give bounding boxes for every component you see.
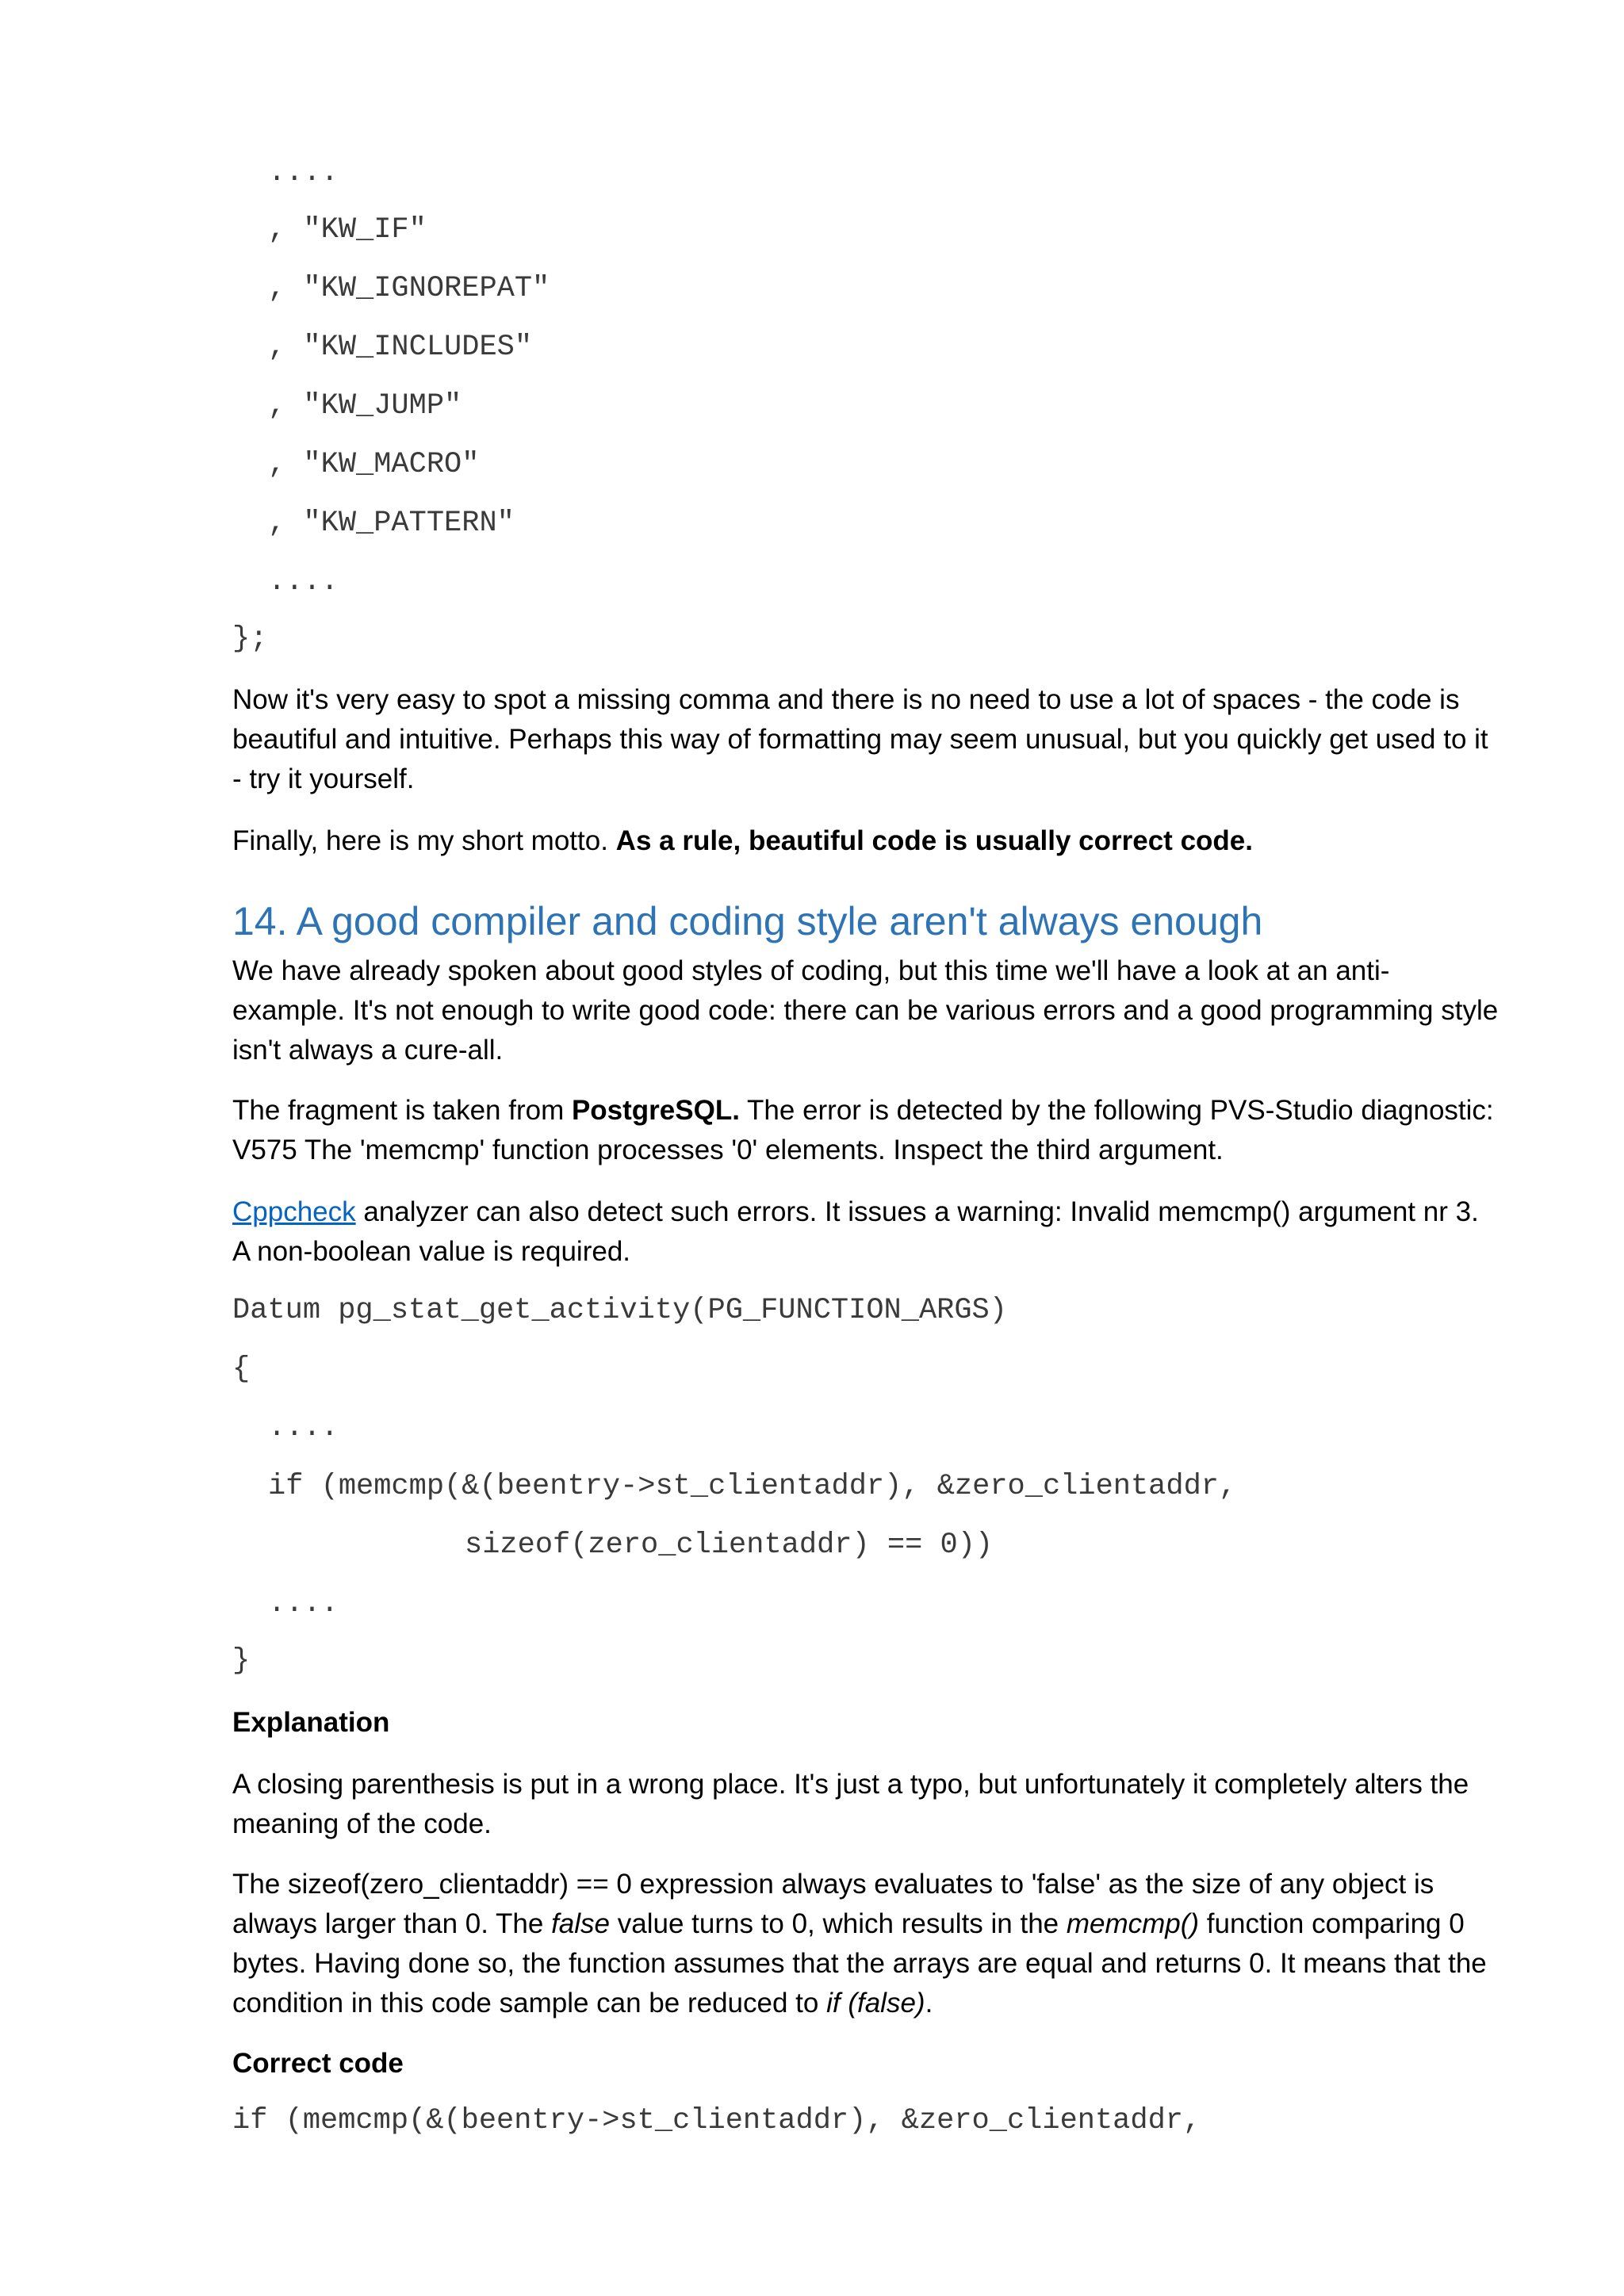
cppcheck-text: analyzer can also detect such errors. It issues a warning: Invalid memcmp() argument nr 3. A non-boolean value is required. (232, 1196, 1479, 1267)
code-line: .... (268, 156, 339, 189)
code-line: , "KW_JUMP" (268, 389, 462, 423)
motto-bold: As a rule, beautiful code is usually correct code. (615, 825, 1253, 856)
code-line: sizeof(zero_clientaddr) == 0)) (465, 1529, 994, 1562)
sizeof-text: value turns to 0, which results in the (610, 1908, 1067, 1939)
code-line: , "KW_IGNOREPAT" (268, 272, 550, 305)
paragraph-fragment (232, 1091, 1501, 1170)
paragraph-formatting: Now it's very easy to spot a missing comma and there is no need to use a lot of spaces - the code is beautiful and intuitive. Perhaps this way of formatting may seem unusual, but you quickly get used to it - try it yourself. (232, 684, 1488, 794)
fragment-text: The fragment is taken from (232, 1095, 572, 1126)
paragraph-anti-example: We have already spoken about good styles of coding, but this time we'll have a look at an anti-example. It's not enough to write good code: there can be various errors and a good programming style isn't always a cure-all. (232, 955, 1499, 1066)
section-heading: 14. A good compiler and coding style aren't always enough (232, 899, 1263, 943)
code-line: } (232, 1644, 251, 1678)
code-line: .... (268, 1587, 339, 1621)
sizeof-text: The sizeof(zero_clientaddr) == 0 expression always evaluates to 'false' as the size of any object is always larger than 0. The (232, 1869, 1434, 1939)
code-line: , "KW_IF" (268, 213, 427, 247)
fragment-diagnostic: The error is detected by the following PVS-Studio diagnostic: V575 The 'memcmp' function processes '0' elements. Inspect the third argument. (232, 1095, 1494, 1165)
explanation-heading: Explanation (232, 1707, 390, 1738)
code-line: , "KW_INCLUDES" (268, 331, 533, 364)
cppcheck-link[interactable]: Cppcheck (232, 1196, 356, 1227)
paragraph-motto (232, 821, 1501, 861)
sizeof-italic-memcmp: memcmp() (1066, 1908, 1200, 1939)
paragraph-sizeof (232, 1865, 1501, 2023)
code-line: .... (268, 1411, 339, 1445)
paragraph-parenthesis: A closing parenthesis is put in a wrong place. It's just a typo, but unfortunately it completely alters the meaning of the code. (232, 1769, 1469, 1839)
code-line: Datum pg_stat_get_activity(PG_FUNCTION_ARGS) (232, 1294, 1007, 1327)
paragraph-cppcheck (232, 1192, 1501, 1272)
code-line: if (memcmp(&(beentry->st_clientaddr), &zero_clientaddr, (232, 2104, 1201, 2137)
correct-code-heading: Correct code (232, 2048, 404, 2079)
code-line: .... (268, 565, 339, 599)
sizeof-text: function comparing 0 bytes. Having done so, the function assumes that the arrays are equal and returns 0. It means that the condition in this code sample can be reduced to (232, 1908, 1487, 2019)
code-line: { (232, 1353, 251, 1386)
code-line: }; (232, 622, 268, 656)
motto-text: Finally, here is my short motto. (232, 825, 616, 856)
code-line: , "KW_MACRO" (268, 448, 480, 481)
sizeof-text: . (925, 1988, 933, 2019)
sizeof-italic-false: false (551, 1908, 611, 1939)
fragment-project: PostgreSQL. (571, 1095, 740, 1126)
code-line: if (memcmp(&(beentry->st_clientaddr), &zero_clientaddr, (268, 1470, 1237, 1503)
sizeof-italic-if-false: if (false) (826, 1988, 925, 2019)
code-line: , "KW_PATTERN" (268, 507, 515, 540)
